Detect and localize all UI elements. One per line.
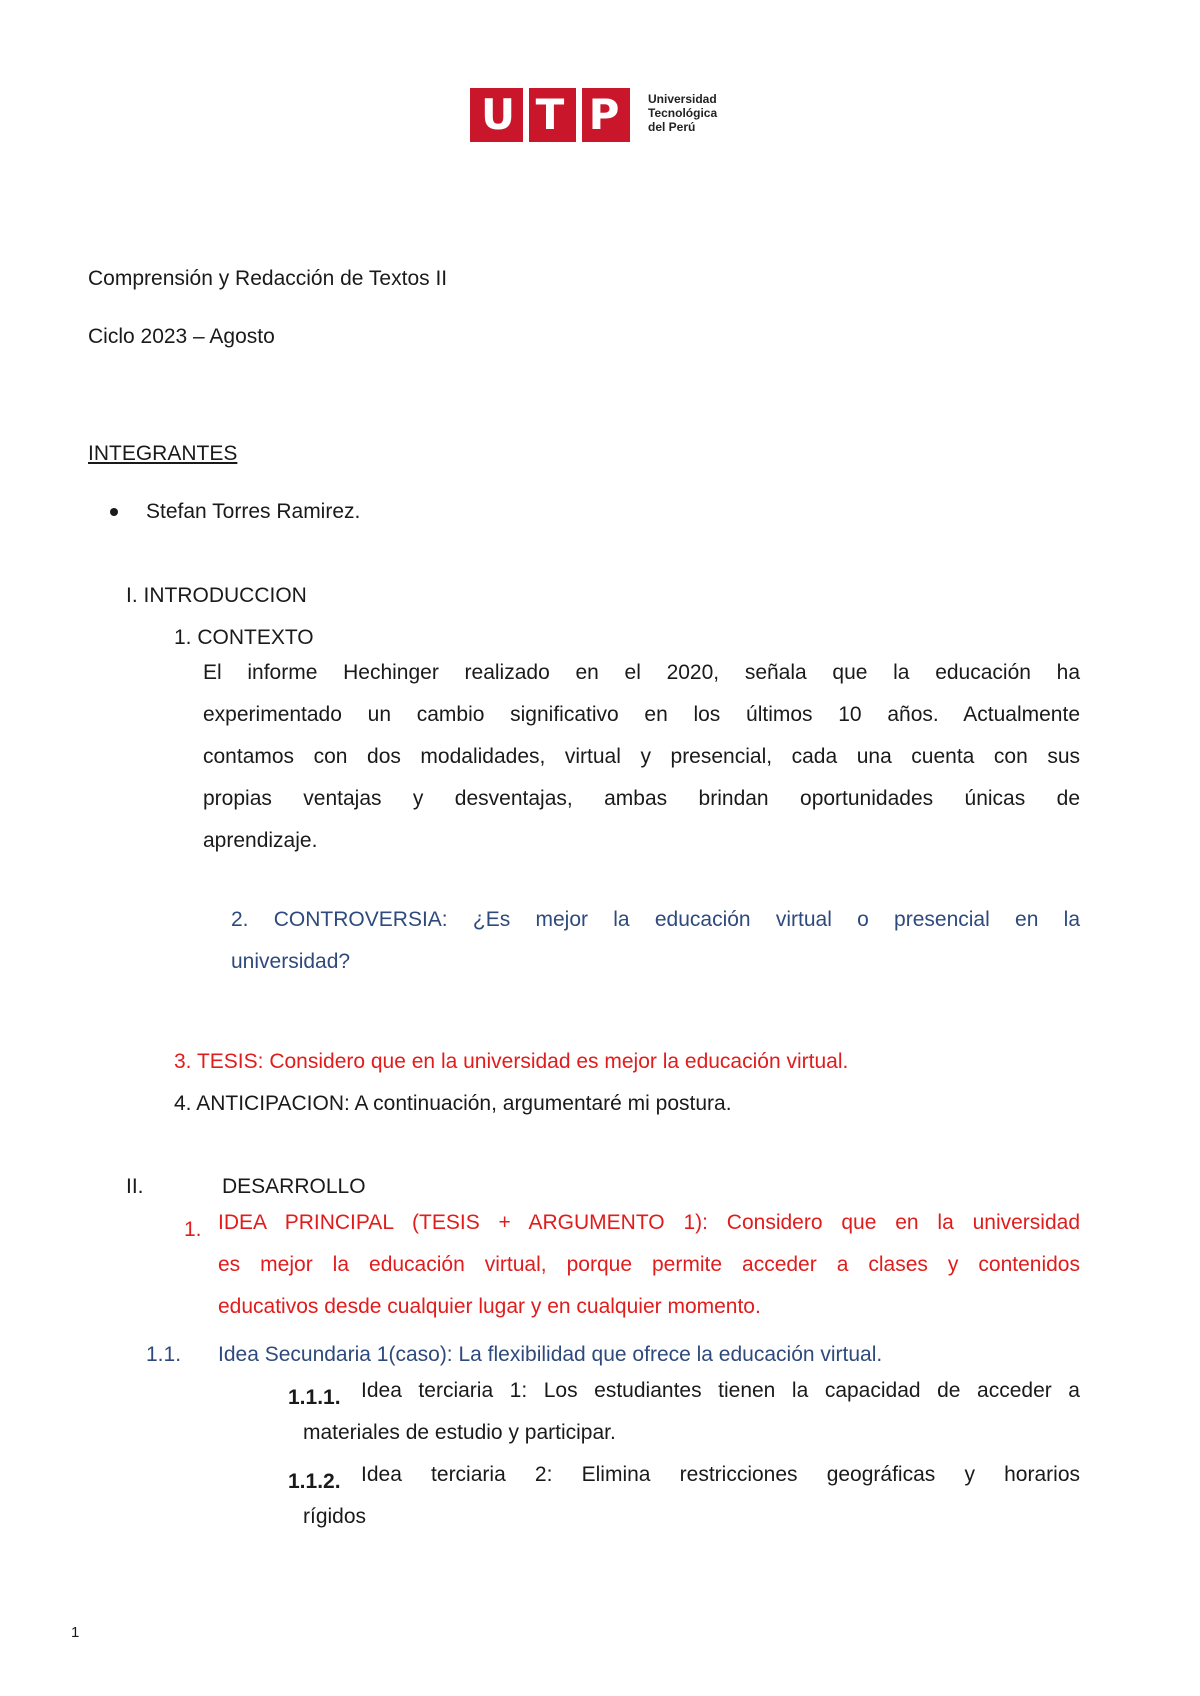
secondary-idea-text: Idea Secundaria 1(caso): La flexibilidad que ofrece la educación virtual. (218, 1343, 883, 1366)
logo-wordmark-line: del Perú (648, 120, 696, 134)
thesis-statement: 3. TESIS: Considero que en la universidad es mejor la educación virtual. (174, 1050, 849, 1073)
main-idea-line: IDEA PRINCIPAL (TESIS + ARGUMENTO 1): Considero que en la universidad (218, 1211, 1080, 1234)
logo-wordmark (648, 92, 717, 134)
tertiary-idea-2-paragraph (303, 1454, 1080, 1538)
tertiary-idea-1-number: 1.1.1. (288, 1386, 341, 1409)
main-idea-number: 1. (184, 1218, 202, 1241)
context-line: experimentado un cambio significativo en los últimos 10 años. Actualmente (203, 703, 1080, 726)
tertiary-idea-line: materiales de estudio y participar. (303, 1421, 616, 1444)
members-heading: INTEGRANTES (88, 442, 238, 465)
development-heading: DESARROLLO (222, 1175, 366, 1198)
member-name: Stefan Torres Ramirez. (146, 500, 361, 523)
main-idea-line: es mejor la educación virtual, porque permite acceder a clases y contenidos (218, 1253, 1080, 1276)
main-idea-paragraph (218, 1202, 1080, 1328)
controversy-paragraph (231, 899, 1080, 983)
context-paragraph (203, 652, 1080, 862)
context-line: propias ventajas y desventajas, ambas brindan oportunidades únicas de (203, 787, 1080, 810)
tertiary-idea-2-number: 1.1.2. (288, 1470, 341, 1493)
anticipation-statement: 4. ANTICIPACION: A continuación, argumentaré mi postura. (174, 1092, 732, 1115)
bullet-icon (110, 508, 118, 516)
tertiary-idea-line: rígidos (303, 1505, 367, 1528)
development-number: II. (126, 1175, 144, 1198)
secondary-idea-number: 1.1. (146, 1343, 182, 1366)
controversy-line: 2. CONTROVERSIA: ¿Es mejor la educación virtual o presencial en la (231, 908, 1080, 931)
logo-letter-t: T (535, 90, 565, 139)
context-line: El informe Hechinger realizado en el 2020, señala que la educación ha (203, 661, 1080, 684)
tertiary-idea-line: Idea terciaria 2: Elimina restricciones geográficas y horarios (361, 1463, 1080, 1486)
tertiary-idea-line: Idea terciaria 1: Los estudiantes tienen la capacidad de acceder a (361, 1379, 1080, 1402)
page-number: 1 (71, 1624, 80, 1641)
logo-letter-u: U (480, 90, 516, 139)
main-idea-line: educativos desde cualquier lugar y en cualquier momento. (218, 1295, 761, 1318)
context-line: contamos con dos modalidades, virtual y presencial, cada una cuenta con sus (203, 745, 1080, 768)
tertiary-idea-1-paragraph (303, 1370, 1080, 1454)
logo-wordmark-line: Tecnológica (648, 106, 718, 120)
intro-heading: I. INTRODUCCION (126, 584, 307, 607)
course-title: Comprensión y Redacción de Textos II (88, 267, 448, 290)
context-line: aprendizaje. (203, 829, 318, 852)
logo-letter-p: P (588, 90, 620, 139)
logo-wordmark-line: Universidad (648, 92, 717, 106)
controversy-line: universidad? (231, 950, 351, 973)
context-heading: 1. CONTEXTO (174, 626, 314, 649)
course-cycle: Ciclo 2023 – Agosto (88, 325, 275, 348)
